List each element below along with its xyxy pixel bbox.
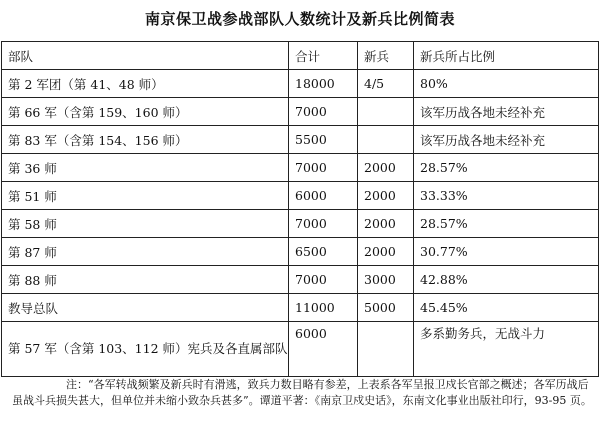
- header-unit: 部队: [2, 42, 289, 70]
- cell-unit: 第 87 师: [2, 238, 289, 266]
- cell-unit: 第 88 师: [2, 266, 289, 294]
- table-row: [2, 266, 599, 294]
- cell-recruits: 3000: [358, 266, 414, 294]
- cell-ratio: 该军历战各地未经补充: [414, 98, 599, 126]
- header-total: 合计: [289, 42, 358, 70]
- table-row: [2, 182, 599, 210]
- cell-total: 5500: [289, 126, 358, 154]
- cell-recruits: 4/5: [358, 70, 414, 98]
- cell-unit: 第 66 军（含第 159、160 师）: [2, 98, 289, 126]
- cell-ratio: 多系勤务兵，无战斗力: [414, 322, 599, 377]
- cell-recruits: 2000: [358, 182, 414, 210]
- cell-ratio: 80%: [414, 70, 599, 98]
- cell-total: 6000: [289, 322, 358, 377]
- cell-ratio: 28.57%: [414, 210, 599, 238]
- table-row: [2, 126, 599, 154]
- header-recruit-ratio: 新兵所占比例: [414, 42, 599, 70]
- cell-recruits: [358, 98, 414, 126]
- cell-unit: 第 36 师: [2, 154, 289, 182]
- cell-recruits: 2000: [358, 154, 414, 182]
- table-row: [2, 70, 599, 98]
- cell-total: 11000: [289, 294, 358, 322]
- cell-total: 7000: [289, 266, 358, 294]
- cell-total: 7000: [289, 210, 358, 238]
- cell-total: 6500: [289, 238, 358, 266]
- table-title: 南京保卫战参战部队人数统计及新兵比例简表: [144, 10, 455, 28]
- cell-recruits: 5000: [358, 294, 414, 322]
- cell-ratio: 42.88%: [414, 266, 599, 294]
- table-row: [2, 322, 599, 377]
- cell-total: 7000: [289, 154, 358, 182]
- table-row: [2, 294, 599, 322]
- cell-unit: 第 58 师: [2, 210, 289, 238]
- table-row: [2, 210, 599, 238]
- cell-total: 6000: [289, 182, 358, 210]
- cell-recruits: [358, 126, 414, 154]
- cell-recruits: 2000: [358, 210, 414, 238]
- source-note: 注：“各军转战频繁及新兵时有滑逃，致兵力数目略有参差，上表系各军呈报卫戍长官部之概述；各军历战后虽战斗兵损失甚大，但单位并未缩小致杂兵甚多”。谭道平著：《南京卫戍史话》，东南文化事业出版社印行，93-95 页。: [12, 378, 592, 407]
- cell-total: 7000: [289, 98, 358, 126]
- cell-recruits: 2000: [358, 238, 414, 266]
- cell-total: 18000: [289, 70, 358, 98]
- table-row: [2, 98, 599, 126]
- troop-statistics-table: [1, 41, 599, 377]
- table-header-row: [2, 42, 599, 70]
- cell-ratio: 33.33%: [414, 182, 599, 210]
- cell-unit: 第 2 军团（第 41、48 师）: [2, 70, 289, 98]
- cell-unit: 教导总队: [2, 294, 289, 322]
- header-recruits: 新兵: [358, 42, 414, 70]
- cell-ratio: 30.77%: [414, 238, 599, 266]
- cell-recruits: [358, 322, 414, 377]
- cell-ratio: 该军历战各地未经补充: [414, 126, 599, 154]
- table-row: [2, 154, 599, 182]
- cell-unit: 第 51 师: [2, 182, 289, 210]
- cell-ratio: 28.57%: [414, 154, 599, 182]
- cell-unit: 第 57 军（含第 103、112 师）宪兵及各直属部队: [2, 322, 289, 377]
- cell-ratio: 45.45%: [414, 294, 599, 322]
- cell-unit: 第 83 军（含第 154、156 师）: [2, 126, 289, 154]
- table-row: [2, 238, 599, 266]
